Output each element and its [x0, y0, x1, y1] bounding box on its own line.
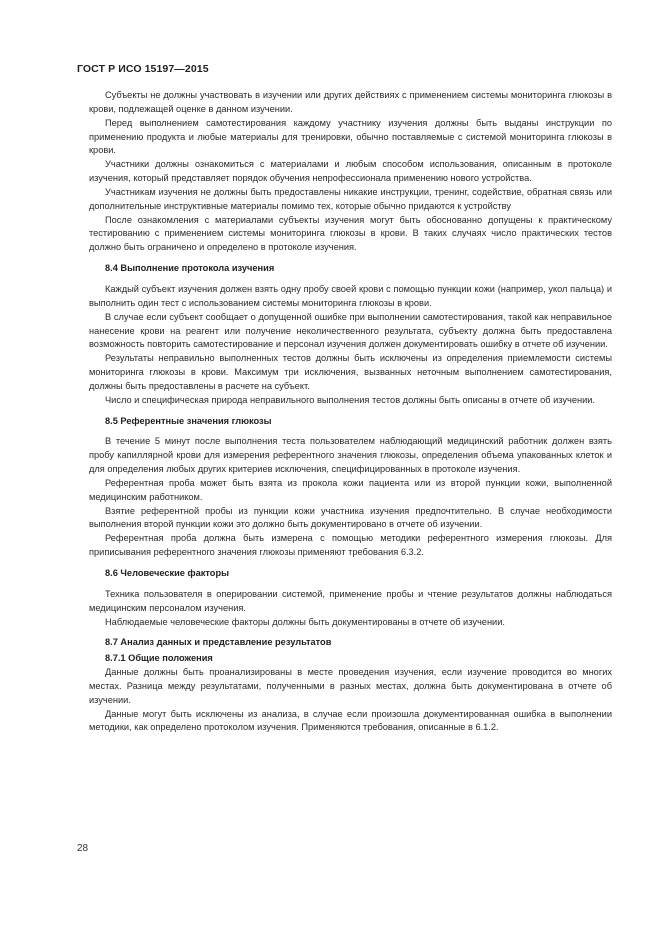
paragraph: После ознакомления с материалами субъекты изучения могут быть обоснованно допущены к практическому тестированию с применением системы мониторинга глюкозы в крови. В таких случаях число практических тестов должно быть ограничено и определено в протоколе изучения.: [89, 214, 612, 253]
paragraph: Число и специфическая природа неправильного выполнения тестов должны быть описаны в отчете об изучении.: [105, 394, 595, 405]
paragraph: Участники должны ознакомиться с материалами и любым способом использования, описанным в протоколе изучения, который представляет порядок обучения непрофессионала применению нового устройства.: [89, 159, 612, 184]
paragraph: В течение 5 минут после выполнения теста пользователем наблюдающий медицинский работник должен взять пробу капиллярной крови для измерения референтного значения глюкозы, определения объема упакованных клеток и для определения любых других критериев исключения, специфицированных в протоколе изучения.: [89, 436, 612, 475]
paragraph: Референтная проба должна быть измерена с помощью методики референтного измерения глюкозы. Для приписывания референтного значения глюкозы применяют требования 6.3.2.: [89, 533, 612, 558]
paragraph: Наблюдаемые человеческие факторы должны быть документированы в отчете об изучении.: [105, 616, 505, 627]
section-heading: 8.6 Человеческие факторы: [105, 568, 229, 578]
paragraph: Каждый субъект изучения должен взять одну пробу своей крови с помощью пункции кожи (например, укол пальца) и выполнить один тест с использованием системы мониторинга глюкозы в крови.: [89, 283, 612, 308]
section-8-6: [89, 567, 612, 629]
document-body: [89, 89, 612, 735]
paragraph: Данные должны быть проанализированы в месте проведения изучения, если изучение проводится во многих местах. Разница между результатами, полученными в разных местах, должна быть документирована в отчете об изучении.: [89, 667, 612, 705]
paragraph: Техника пользователя в оперировании системой, применение пробы и чтение результатов должны наблюдаться медицинским персоналом изучения.: [89, 588, 612, 613]
page-number: 28: [77, 843, 89, 854]
section-8-7: [89, 636, 612, 735]
section-heading: 8.7 Анализ данных и представление результатов: [105, 637, 332, 648]
section-heading: 8.5 Референтные значения глюкозы: [105, 415, 272, 426]
section-8-5: [89, 415, 612, 560]
paragraph: Референтная проба может быть взята из прокола кожи пациента или из второй пункции кожи, выполненной медицинским работником.: [89, 477, 612, 502]
paragraph: В случае если субъект сообщает о допущенной ошибке при выполнении самотестирования, такой как неправильное нанесение крови на реагент или получение неколичественного результата, субъекту должна быть предоставлена возможность повторить самотестирование и персонал изучения должен документировать ошибку в отчете об изучении.: [89, 311, 612, 350]
paragraph: Участникам изучения не должны быть предоставлены никакие инструкции, тренинг, содействие, обратная связь или дополнительные инструктивные материалы помимо тех, которые обычно придаются к устройству: [89, 186, 612, 211]
paragraph: Взятие референтной пробы из пункции кожи участника изучения предпочтительно. В случае необходимости выполнения второй пункции кожи это должно быть документировано в отчете об изучении.: [89, 505, 612, 530]
document-header: ГОСТ Р ИСО 15197—2015: [77, 63, 209, 75]
paragraph: Данные могут быть исключены из анализа, в случае если произошла документированная ошибка в выполнении методики, как определено протоколом изучения. Применяются требования, описанные в 6.1.2.: [89, 708, 612, 733]
paragraph: Субъекты не должны участвовать в изучении или других действиях с применением системы мониторинга глюкозы в крови, подлежащей оценке в данном изучении.: [89, 90, 612, 114]
intro-section: [89, 89, 612, 255]
subsection-heading: 8.7.1 Общие положения: [105, 653, 213, 664]
section-heading: 8.4 Выполнение протокола изучения: [105, 263, 275, 274]
section-8-4: [89, 262, 612, 407]
paragraph: Перед выполнением самотестирования каждому участнику изучения должны быть выданы инструкции по применению продукта и любые материалы для тренировки, обычно поставляемые с системой мониторинга глюкозы в крови.: [89, 117, 612, 156]
paragraph: Результаты неправильно выполненных тестов должны быть исключены из определения приемлемости системы мониторинга глюкозы в крови. Максимум три исключения, вызванных неточным выполнением самотестирования, должны быть предоставлены в расчете на субъект.: [89, 353, 612, 391]
